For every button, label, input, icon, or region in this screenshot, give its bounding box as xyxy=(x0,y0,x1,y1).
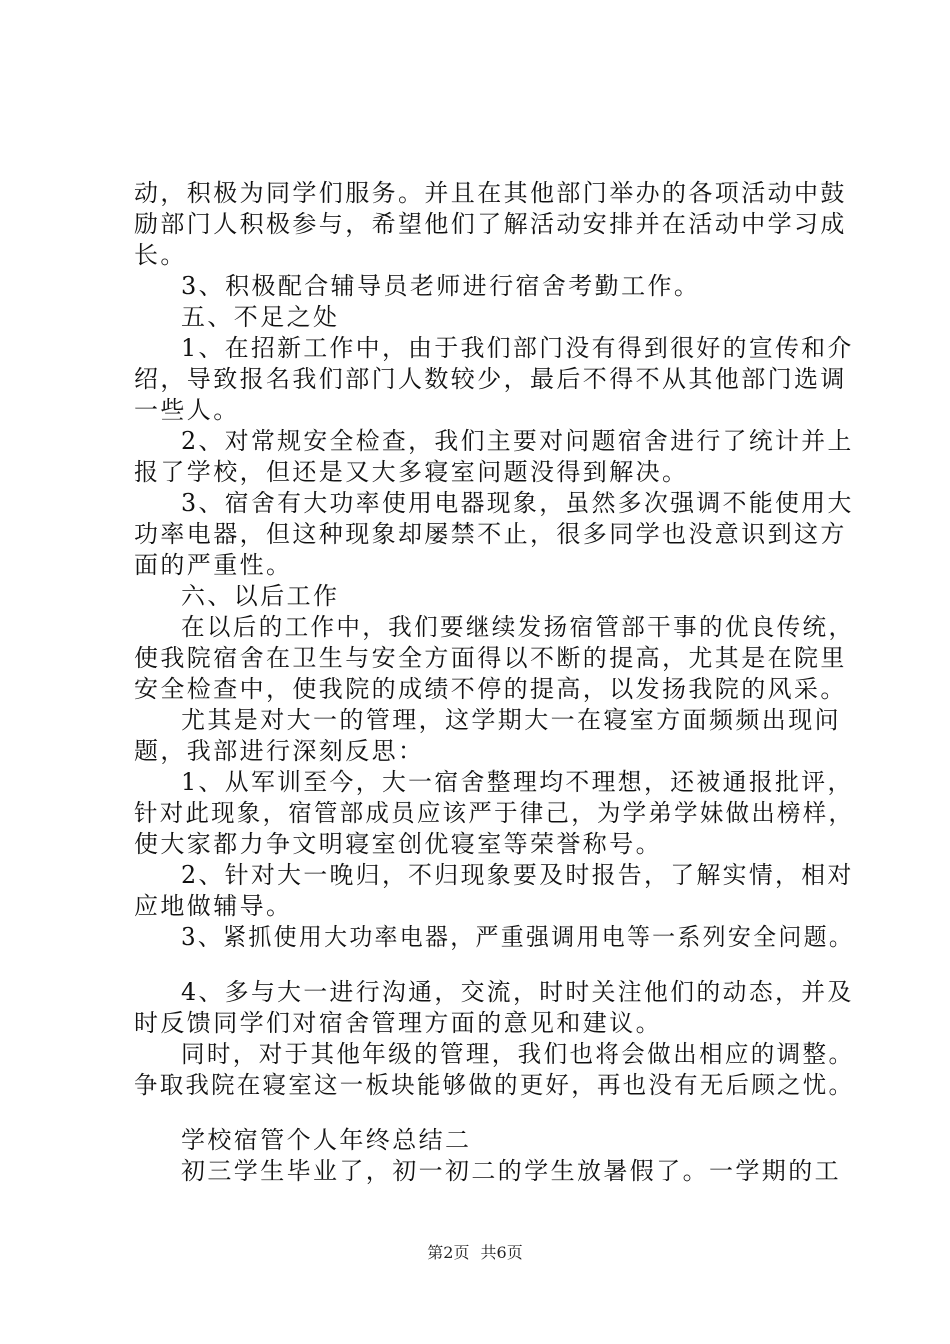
text-line: 3、紧抓使用大功率电器，严重强调用电等一系列安全问题。 xyxy=(181,923,855,951)
text-line: 1、在招新工作中，由于我们部门没有得到很好的宣传和介 xyxy=(181,334,854,362)
text-line: 针对此现象，宿管部成员应该严于律己，为学弟学妹做出榜样， xyxy=(134,799,855,827)
text-line: 争取我院在寝室这一板块能够做的更好，再也没有无后顾之忧。 xyxy=(134,1071,855,1099)
text-line: 2、针对大一晚归，不归现象要及时报告，了解实情，相对 xyxy=(181,861,854,889)
page-total: 共6页 xyxy=(480,1243,523,1262)
text-line: 1、从军训至今，大一宿舍整理均不理想，还被通报批评， xyxy=(181,768,854,796)
text-line: 安全检查中，使我院的成绩不停的提高，以发扬我院的风采。 xyxy=(134,675,847,703)
section-heading: 六、以后工作 xyxy=(181,582,340,610)
text-line: 一些人。 xyxy=(134,396,240,424)
text-line: 时反馈同学们对宿舍管理方面的意见和建议。 xyxy=(134,1009,662,1037)
text-line: 尤其是对大一的管理，这学期大一在寝室方面频频出现问 xyxy=(181,706,841,734)
text-line: 同时，对于其他年级的管理，我们也将会做出相应的调整。 xyxy=(181,1040,855,1068)
text-line: 使大家都力争文明寝室创优寝室等荣誉称号。 xyxy=(134,830,662,858)
text-line: 题，我部进行深刻反思： xyxy=(134,737,425,765)
text-line: 3、积极配合辅导员老师进行宿舍考勤工作。 xyxy=(181,272,701,300)
section-heading: 学校宿管个人年终总结二 xyxy=(181,1126,472,1154)
text-line: 动，积极为同学们服务。并且在其他部门举办的各项活动中鼓 xyxy=(134,179,847,207)
text-line: 3、宿舍有大功率使用电器现象，虽然多次强调不能使用大 xyxy=(181,489,854,517)
text-line: 励部门人积极参与，希望他们了解活动安排并在活动中学习成 xyxy=(134,210,847,238)
text-line: 在以后的工作中，我们要继续发扬宿管部干事的优良传统， xyxy=(181,613,855,641)
text-line: 功率电器，但这种现象却屡禁不止，很多同学也没意识到这方 xyxy=(134,520,847,548)
text-line: 应地做辅导。 xyxy=(134,892,293,920)
text-line: 使我院宿舍在卫生与安全方面得以不断的提高，尤其是在院里 xyxy=(134,644,847,672)
text-line: 长。 xyxy=(134,241,187,269)
text-line: 面的严重性。 xyxy=(134,551,293,579)
page-footer xyxy=(0,1243,950,1263)
text-line: 报了学校，但还是又大多寝室问题没得到解决。 xyxy=(134,458,689,486)
text-line: 2、对常规安全检查，我们主要对问题宿舍进行了统计并上 xyxy=(181,427,854,455)
text-line: 初三学生毕业了，初一初二的学生放暑假了。一学期的工 xyxy=(181,1157,841,1185)
page-number: 第2页 xyxy=(427,1243,470,1262)
text-line: 4、多与大一进行沟通，交流，时时关注他们的动态，并及 xyxy=(181,978,854,1006)
section-heading: 五、不足之处 xyxy=(181,303,340,331)
text-line: 绍，导致报名我们部门人数较少，最后不得不从其他部门选调 xyxy=(134,365,847,393)
